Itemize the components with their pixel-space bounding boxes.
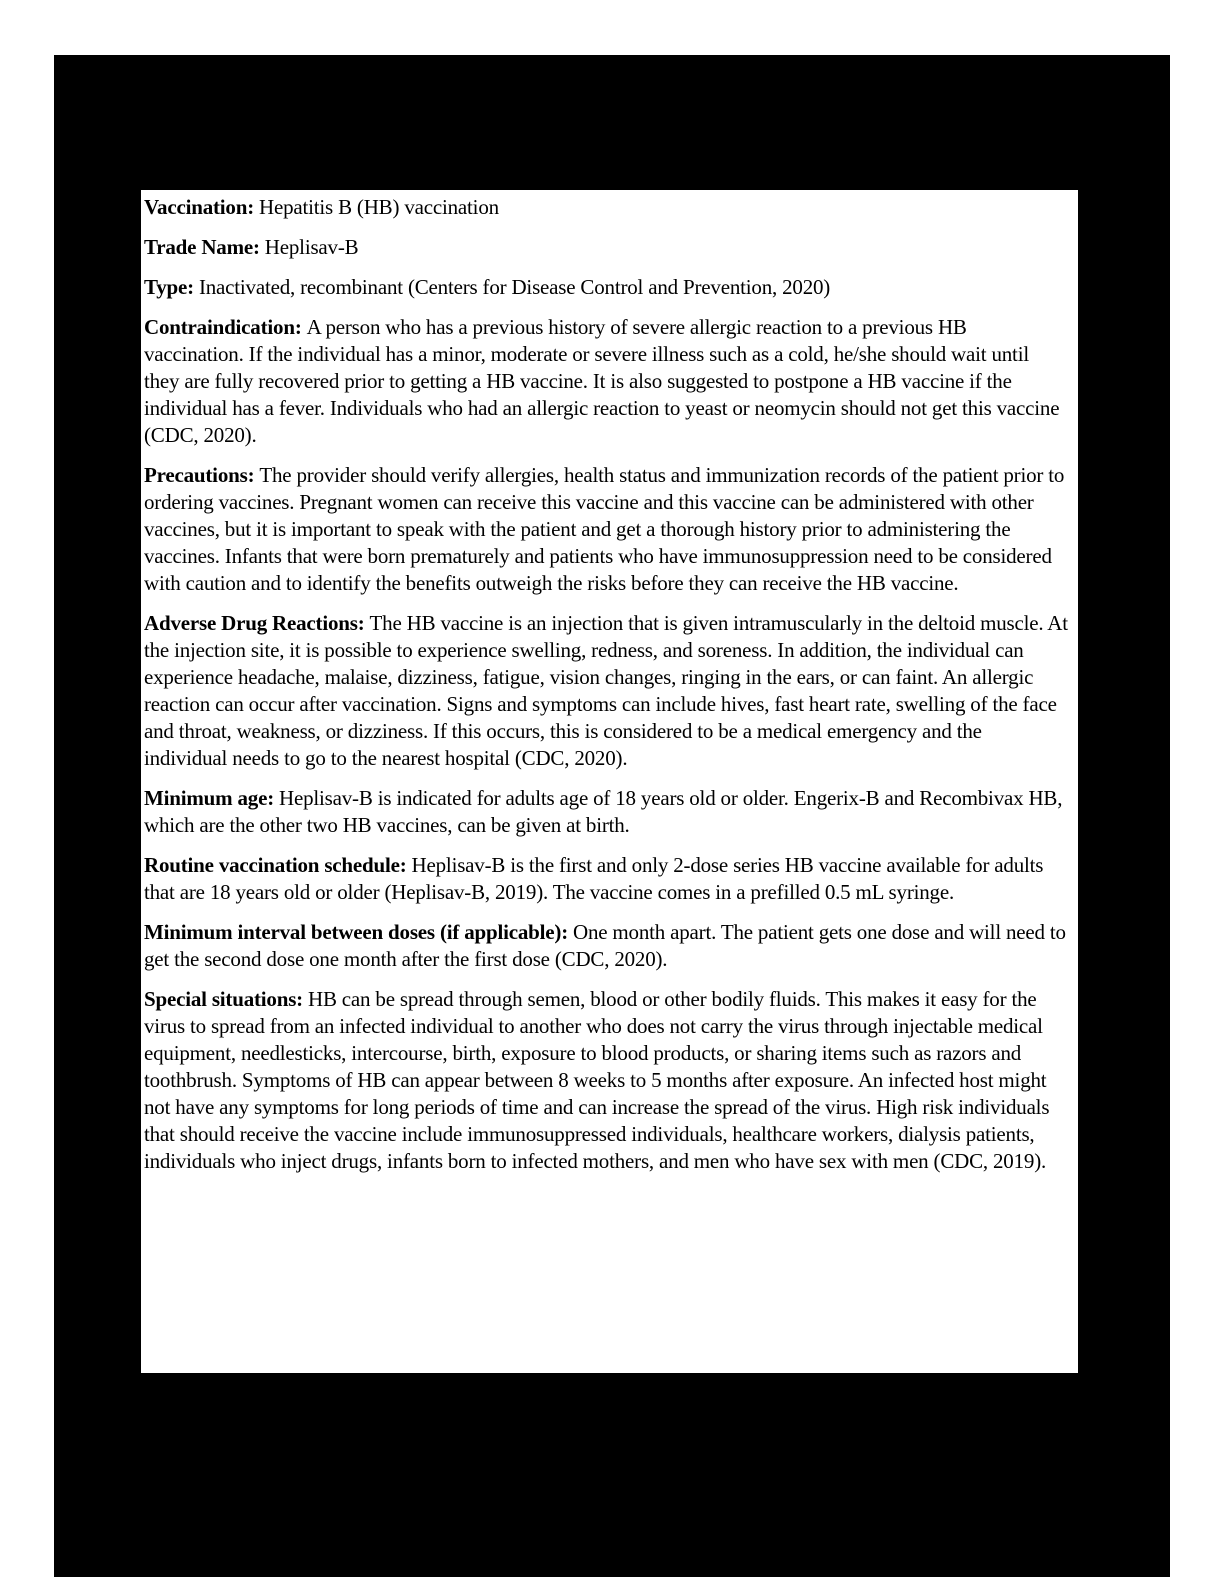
field-text: One month apart. The patient gets one dose and will need to get the second dose one month after the first dose (CDC, 2020). <box>144 920 1066 971</box>
field-text: Heplisav-B <box>264 235 359 259</box>
field-label: Vaccination: <box>144 195 254 219</box>
field-text: Inactivated, recombinant (Centers for Disease Control and Prevention, 2020) <box>198 275 831 299</box>
field-text: Hepatitis B (HB) vaccination <box>259 195 499 219</box>
document-paragraph <box>144 234 1069 261</box>
document-paragraph <box>144 986 1069 1175</box>
field-label: Adverse Drug Reactions: <box>144 611 365 635</box>
field-text: Heplisav-B is the first and only 2-dose series HB vaccine available for adults that are 18 years old or older (Heplisav-B, 2019). The vaccine comes in a prefilled 0.5 mL syringe. <box>144 853 1044 904</box>
field-label: Contraindication: <box>144 315 302 339</box>
field-label: Minimum age: <box>144 786 274 810</box>
document-paragraph <box>144 785 1069 839</box>
document-paragraph <box>144 462 1069 597</box>
document-content <box>141 190 1078 1373</box>
field-text: HB can be spread through semen, blood or other bodily fluids. This makes it easy for the virus to spread from an infected individual to another who does not carry the virus through injectable medical equipment, needlesticks, intercourse, birth, exposure to blood products, or sharing items such as razors and toothbrush. Symptoms of HB can appear between 8 weeks to 5 months after exposure. An infected host might not have any symptoms for long periods of time and can increase the spread of the virus. High risk individuals that should receive the vaccine include immunosuppressed individuals, healthcare workers, dialysis patients, individuals who inject drugs, infants born to infected mothers, and men who have sex with men (CDC, 2019). <box>144 987 1050 1173</box>
field-text: Heplisav-B is indicated for adults age of 18 years old or older. Engerix-B and Recombivax HB, which are the other two HB vaccines, can be given at birth. <box>144 786 1063 837</box>
document-paragraph <box>144 274 1069 301</box>
field-label: Routine vaccination schedule: <box>144 853 407 877</box>
document-paragraph <box>144 194 1069 221</box>
document-paragraph <box>144 919 1069 973</box>
field-label: Precautions: <box>144 463 255 487</box>
field-label: Special situations: <box>144 987 303 1011</box>
field-label: Type: <box>144 275 194 299</box>
page-frame <box>54 55 1170 1577</box>
field-text: The HB vaccine is an injection that is given intramuscularly in the deltoid muscle. At the injection site, it is possible to experience swelling, redness, and soreness. In addition, the individual can experience headache, malaise, dizziness, fatigue, vision changes, ringing in the ears, or can faint. An allergic reaction can occur after vaccination. Signs and symptoms can include hives, fast heart rate, swelling of the face and throat, weakness, or dizziness. If this occurs, this is considered to be a medical emergency and the individual needs to go to the nearest hospital (CDC, 2020). <box>144 611 1068 770</box>
field-label: Trade Name: <box>144 235 260 259</box>
document-paragraph <box>144 852 1069 906</box>
field-label: Minimum interval between doses (if applicable): <box>144 920 568 944</box>
document-paragraph <box>144 314 1069 449</box>
field-text: A person who has a previous history of severe allergic reaction to a previous HB vaccination. If the individual has a minor, moderate or severe illness such as a cold, he/she should wait until they are fully recovered prior to getting a HB vaccine. It is also suggested to postpone a HB vaccine if the individual has a fever. Individuals who had an allergic reaction to yeast or neomycin should not get this vaccine (CDC, 2020). <box>144 315 1060 447</box>
field-text: The provider should verify allergies, health status and immunization records of the patient prior to ordering vaccines. Pregnant women can receive this vaccine and this vaccine can be administered with other vaccines, but it is important to speak with the patient and get a thorough history prior to administering the vaccines. Infants that were born prematurely and patients who have immunosuppression need to be considered with caution and to identify the benefits outweigh the risks before they can receive the HB vaccine. <box>144 463 1065 595</box>
document-paragraph <box>144 610 1069 772</box>
